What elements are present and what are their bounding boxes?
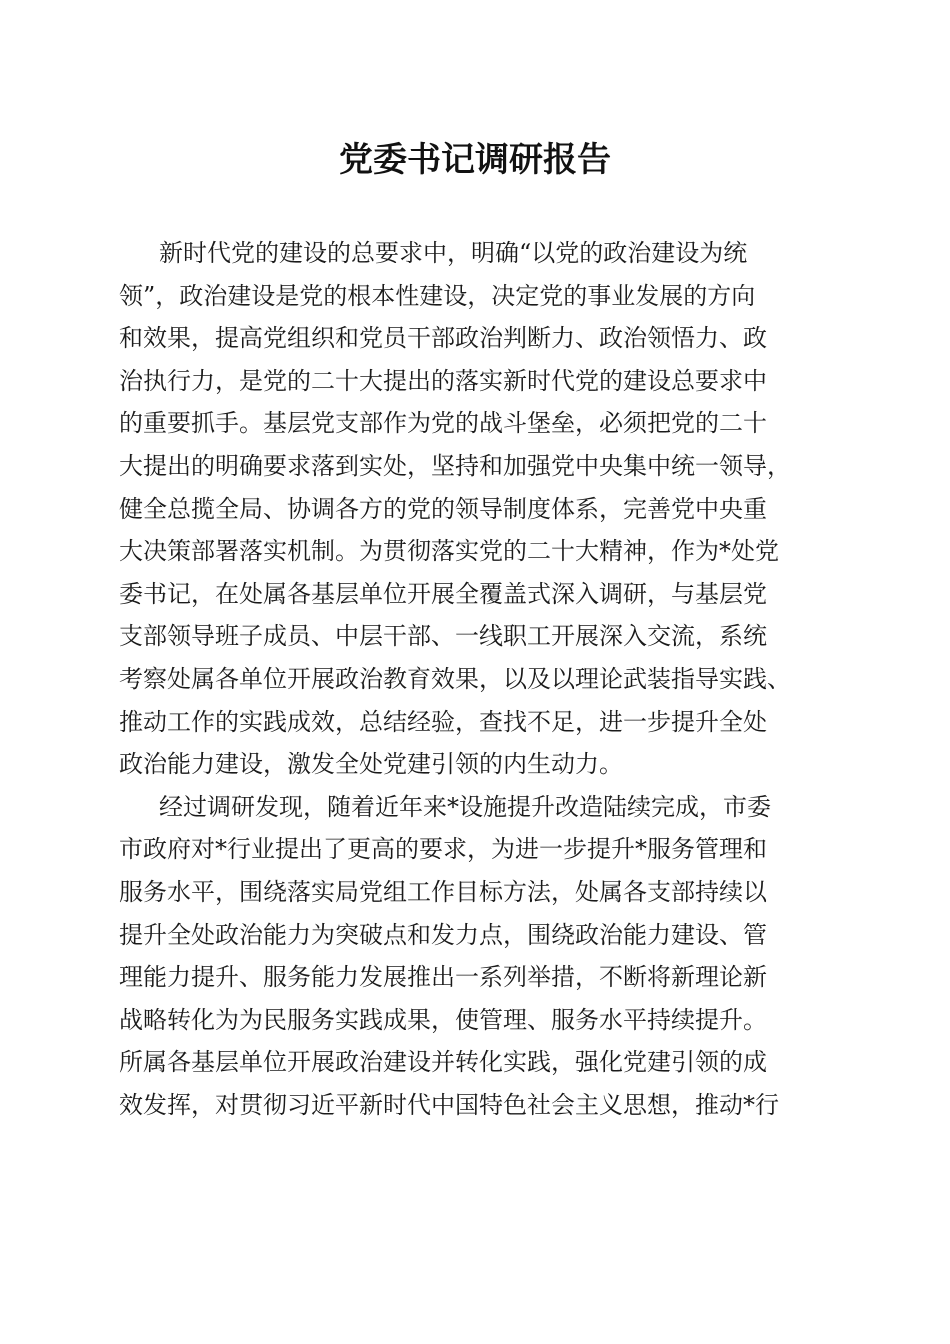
text-line: 战略转化为为民服务实践成果，使管理、服务水平持续提升。 (119, 1005, 767, 1034)
text-line: 支部领导班子成员、中层干部、一线职工开展深入交流，系统 (119, 622, 767, 651)
text-line: 效发挥，对贯彻习近平新时代中国特色社会主义思想，推动*行 (119, 1090, 779, 1119)
text-line: 和效果，提高党组织和党员干部政治判断力、政治领悟力、政 (119, 324, 767, 353)
document-title: 党委书记调研报告 (339, 140, 611, 180)
text-line: 考察处属各单位开展政治教育效果，以及以理论武装指导实践、 (119, 664, 791, 693)
text-line: 大决策部署落实机制。为贯彻落实党的二十大精神，作为*处党 (119, 537, 779, 566)
text-line: 的重要抓手。基层党支部作为党的战斗堡垒，必须把党的二十 (119, 409, 767, 438)
text-line: 推动工作的实践成效，总结经验，查找不足，进一步提升全处 (119, 707, 767, 736)
text-line: 新时代党的建设的总要求中，明确“以党的政治建设为统 (159, 239, 748, 267)
paragraph-2 (119, 786, 831, 1127)
text-line: 所属各基层单位开展政治建设并转化实践，强化党建引领的成 (119, 1048, 767, 1077)
text-line: 市政府对*行业提出了更高的要求，为进一步提升*服务管理和 (119, 835, 767, 864)
paragraph-1 (119, 232, 831, 786)
text-line: 委书记，在处属各基层单位开展全覆盖式深入调研，与基层党 (119, 579, 767, 608)
text-line: 领”，政治建设是党的根本性建设，决定党的事业发展的方向 (119, 281, 756, 310)
text-line: 健全总揽全局、协调各方的党的领导制度体系，完善党中央重 (119, 494, 767, 523)
document-body (119, 232, 831, 1126)
text-line: 经过调研发现，随着近年来*设施提升改造陆续完成，市委 (159, 792, 771, 821)
text-line: 治执行力，是党的二十大提出的落实新时代党的建设总要求中 (119, 366, 767, 395)
text-line: 提升全处政治能力为突破点和发力点，围绕政治能力建设、管 (119, 920, 767, 949)
text-line: 政治能力建设，激发全处党建引领的内生动力。 (119, 750, 623, 779)
text-line: 理能力提升、服务能力发展推出一系列举措，不断将新理论新 (119, 963, 767, 992)
text-line: 大提出的明确要求落到实处，坚持和加强党中央集中统一领导， (119, 451, 791, 480)
text-line: 服务水平，围绕落实局党组工作目标方法，处属各支部持续以 (119, 877, 767, 906)
